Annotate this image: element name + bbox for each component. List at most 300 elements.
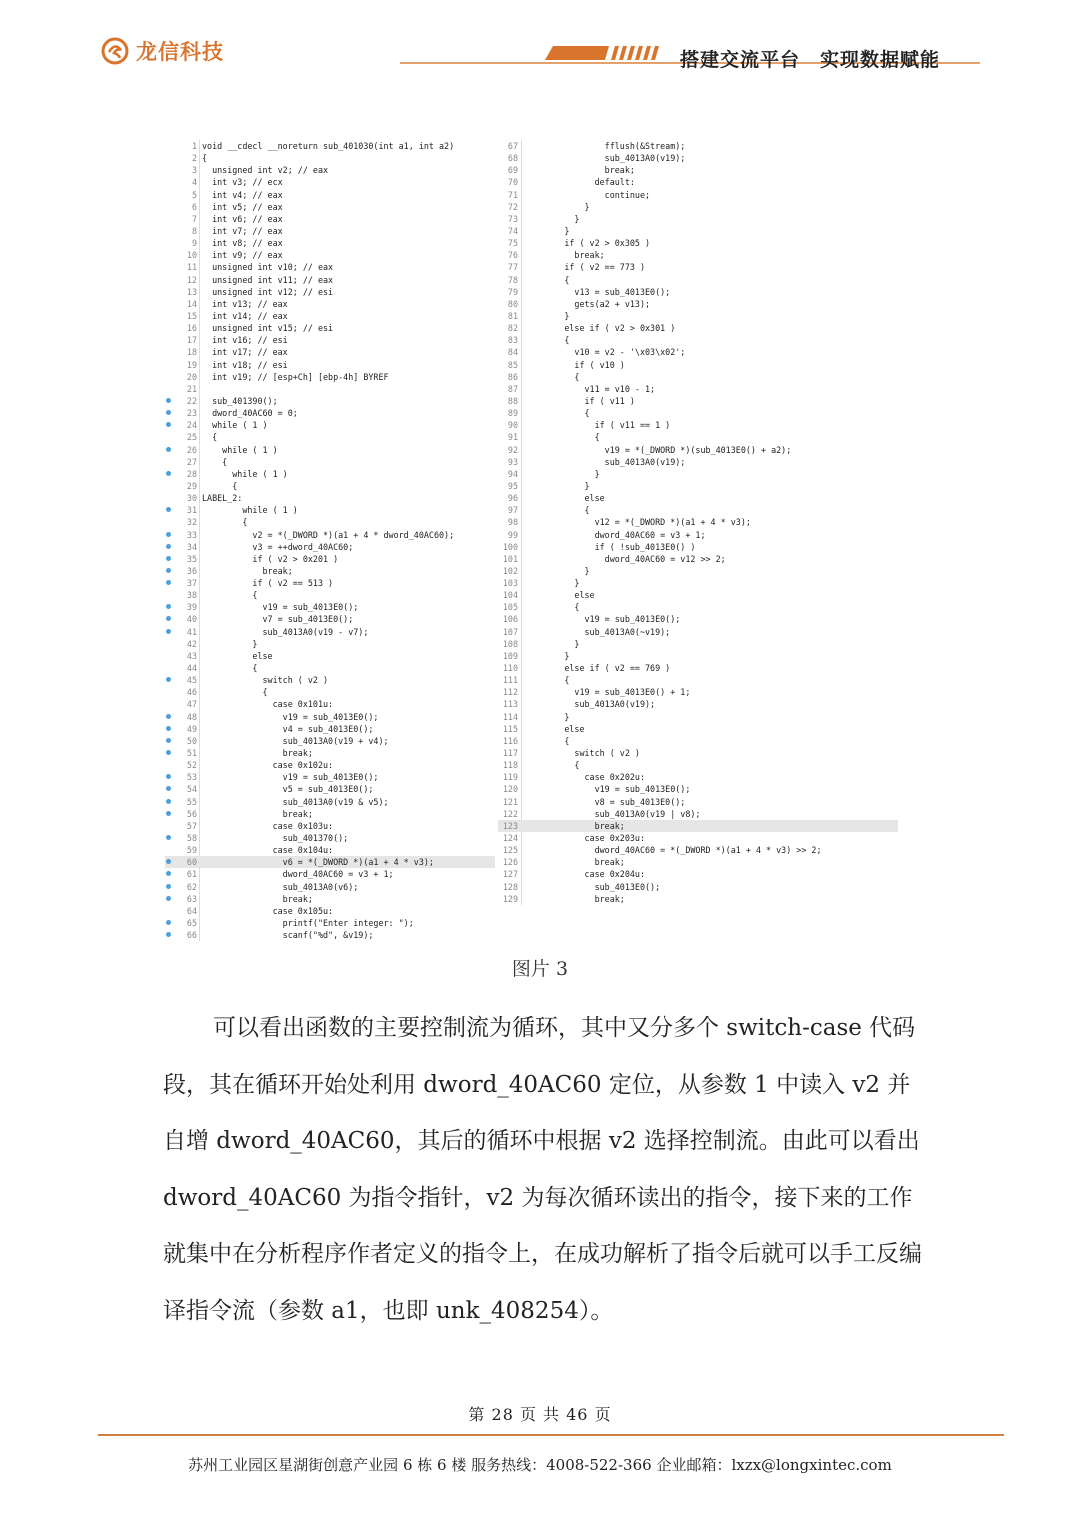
code-line bbox=[165, 371, 495, 383]
code-text: dword_40AC60 = v3 + 1; bbox=[524, 529, 706, 540]
line-number: 67 bbox=[507, 141, 518, 151]
footer-contact: 苏州工业园区星湖街创意产业园 6 栋 6 楼 服务热线：4008-522-366 企业邮箱：lxzx@longxintec.com bbox=[188, 1456, 892, 1474]
breakpoint-dot-icon bbox=[166, 616, 171, 621]
code-text: sub_401370(); bbox=[202, 833, 349, 844]
code-line bbox=[165, 529, 495, 541]
code-line bbox=[498, 468, 898, 480]
code-line bbox=[498, 286, 898, 298]
line-number: 84 bbox=[507, 347, 518, 358]
code-text: default: bbox=[524, 177, 635, 188]
line-number: 106 bbox=[502, 614, 518, 625]
line-number: 36 bbox=[186, 565, 197, 576]
code-text: sub_4013A0(v19 | v8); bbox=[524, 808, 701, 819]
breakpoint-dot-icon bbox=[166, 556, 171, 561]
breakpoint-dot-icon bbox=[166, 738, 171, 743]
code-text: break; bbox=[202, 565, 293, 576]
line-number: 59 bbox=[186, 845, 197, 856]
code-line bbox=[498, 638, 898, 650]
line-number: 73 bbox=[507, 213, 518, 224]
code-text: while ( 1 ) bbox=[202, 468, 288, 479]
line-number: 115 bbox=[502, 723, 518, 734]
line-number: 81 bbox=[507, 310, 518, 321]
code-line bbox=[165, 686, 495, 698]
code-line bbox=[498, 164, 898, 176]
code-text: switch ( v2 ) bbox=[524, 748, 640, 759]
code-line bbox=[165, 796, 495, 808]
line-number: 21 bbox=[186, 383, 197, 394]
code-line bbox=[498, 577, 898, 589]
code-text: sub_4013A0(v19 & v5); bbox=[202, 796, 389, 807]
line-number: 69 bbox=[507, 165, 518, 176]
line-number: 23 bbox=[186, 408, 197, 419]
line-number: 123 bbox=[502, 820, 518, 831]
code-line bbox=[498, 844, 898, 856]
code-line bbox=[165, 322, 495, 334]
code-line bbox=[165, 662, 495, 674]
breakpoint-dot-icon bbox=[166, 629, 171, 634]
code-text: } bbox=[524, 310, 570, 321]
code-line bbox=[498, 832, 898, 844]
code-text: { bbox=[524, 735, 570, 746]
breakpoint-dot-icon bbox=[166, 507, 171, 512]
header-slogan bbox=[680, 45, 940, 72]
code-line bbox=[165, 541, 495, 553]
code-text: { bbox=[524, 505, 590, 516]
line-number: 20 bbox=[186, 371, 197, 382]
code-line bbox=[498, 480, 898, 492]
line-number: 93 bbox=[507, 456, 518, 467]
code-line bbox=[498, 613, 898, 625]
line-number: 58 bbox=[186, 833, 197, 844]
code-text: sub_4013A0(v19 - v7); bbox=[202, 626, 369, 637]
code-text: v5 = sub_4013E0(); bbox=[202, 784, 374, 795]
code-text: if ( v10 ) bbox=[524, 359, 625, 370]
line-number: 6 bbox=[191, 201, 197, 212]
line-number: 88 bbox=[507, 395, 518, 406]
footer-divider bbox=[98, 1434, 1004, 1436]
line-number: 80 bbox=[507, 298, 518, 309]
company-logo bbox=[100, 36, 224, 66]
line-number: 94 bbox=[507, 468, 518, 479]
code-line bbox=[165, 820, 495, 832]
code-line bbox=[498, 893, 898, 905]
code-line bbox=[498, 868, 898, 880]
code-text: int v19; // [esp+Ch] [ebp-4h] BYREF bbox=[202, 371, 389, 382]
line-number: 124 bbox=[502, 833, 518, 844]
line-number: 70 bbox=[507, 177, 518, 188]
line-number: 61 bbox=[186, 869, 197, 880]
code-text: break; bbox=[524, 165, 635, 176]
line-number: 76 bbox=[507, 250, 518, 261]
code-text: if ( v2 == 513 ) bbox=[202, 578, 334, 589]
line-number: 126 bbox=[502, 857, 518, 868]
breakpoint-dot-icon bbox=[166, 544, 171, 549]
code-text: { bbox=[202, 687, 268, 698]
line-number: 54 bbox=[186, 784, 197, 795]
code-line bbox=[498, 747, 898, 759]
code-text: sub_4013A0(v19 + v4); bbox=[202, 735, 389, 746]
line-number: 55 bbox=[186, 796, 197, 807]
code-line bbox=[165, 893, 495, 905]
code-line bbox=[165, 771, 495, 783]
code-line bbox=[498, 504, 898, 516]
code-text: switch ( v2 ) bbox=[202, 675, 329, 686]
line-number: 5 bbox=[191, 189, 197, 200]
code-text: case 0x203u: bbox=[524, 833, 646, 844]
code-line bbox=[498, 626, 898, 638]
code-text: if ( v2 > 0x201 ) bbox=[202, 553, 339, 564]
code-text: { bbox=[202, 517, 248, 528]
code-line bbox=[498, 371, 898, 383]
code-text: dword_40AC60 = *(_DWORD *)(a1 + 4 * v3) >> 2; bbox=[524, 845, 822, 856]
breakpoint-dot-icon bbox=[166, 568, 171, 573]
code-text: int v13; // eax bbox=[202, 298, 288, 309]
line-number: 39 bbox=[186, 602, 197, 613]
line-number: 32 bbox=[186, 517, 197, 528]
line-number: 101 bbox=[502, 553, 518, 564]
line-number: 45 bbox=[186, 675, 197, 686]
breakpoint-dot-icon bbox=[166, 750, 171, 755]
breakpoint-dot-icon bbox=[166, 471, 171, 476]
line-number: 56 bbox=[186, 808, 197, 819]
code-line bbox=[165, 444, 495, 456]
code-line bbox=[498, 601, 898, 613]
line-number: 9 bbox=[191, 238, 197, 249]
code-text: v10 = v2 - '\x03\x02'; bbox=[524, 347, 686, 358]
page-header bbox=[0, 0, 1080, 90]
code-line bbox=[165, 674, 495, 686]
code-line bbox=[498, 565, 898, 577]
dragon-logo-icon bbox=[100, 36, 130, 66]
code-text: } bbox=[524, 578, 580, 589]
code-line bbox=[498, 189, 898, 201]
line-number: 90 bbox=[507, 420, 518, 431]
line-number: 40 bbox=[186, 614, 197, 625]
code-line bbox=[498, 759, 898, 771]
line-number: 95 bbox=[507, 480, 518, 491]
breakpoint-dot-icon bbox=[166, 422, 171, 427]
code-text: while ( 1 ) bbox=[202, 444, 278, 455]
code-line bbox=[498, 140, 898, 152]
line-number: 16 bbox=[186, 323, 197, 334]
breakpoint-dot-icon bbox=[166, 398, 171, 403]
code-line bbox=[165, 431, 495, 443]
line-number: 72 bbox=[507, 201, 518, 212]
code-text: if ( v2 == 773 ) bbox=[524, 262, 646, 273]
code-line bbox=[498, 201, 898, 213]
line-number: 17 bbox=[186, 335, 197, 346]
code-line bbox=[498, 274, 898, 286]
breakpoint-dot-icon bbox=[166, 811, 171, 816]
code-text: else bbox=[524, 590, 595, 601]
breakpoint-dot-icon bbox=[166, 835, 171, 840]
line-number: 122 bbox=[502, 808, 518, 819]
code-text: v19 = sub_4013E0(); bbox=[524, 784, 691, 795]
breakpoint-dot-icon bbox=[166, 871, 171, 876]
code-line bbox=[498, 492, 898, 504]
line-number: 13 bbox=[186, 286, 197, 297]
code-text: { bbox=[524, 408, 590, 419]
code-line bbox=[498, 431, 898, 443]
line-number: 1 bbox=[191, 141, 197, 151]
code-text: int v7; // eax bbox=[202, 225, 283, 236]
code-line bbox=[165, 929, 495, 941]
code-text: case 0x204u: bbox=[524, 869, 646, 880]
code-text: } bbox=[524, 225, 570, 236]
code-text: { bbox=[524, 760, 580, 771]
breakpoint-dot-icon bbox=[166, 410, 171, 415]
code-text: int v4; // eax bbox=[202, 189, 283, 200]
code-text: int v6; // eax bbox=[202, 213, 283, 224]
code-text: break; bbox=[524, 893, 625, 904]
line-number: 24 bbox=[186, 420, 197, 431]
line-number: 53 bbox=[186, 772, 197, 783]
code-text: if ( !sub_4013E0() ) bbox=[524, 541, 696, 552]
code-text: gets(a2 + v13); bbox=[524, 298, 651, 309]
code-line bbox=[498, 541, 898, 553]
line-number: 104 bbox=[502, 590, 518, 601]
code-line bbox=[165, 456, 495, 468]
breakpoint-dot-icon bbox=[166, 580, 171, 585]
code-line bbox=[165, 249, 495, 261]
line-number: 29 bbox=[186, 480, 197, 491]
code-text: v2 = *(_DWORD *)(a1 + 4 * dword_40AC60); bbox=[202, 529, 455, 540]
code-screenshot-right bbox=[498, 140, 898, 905]
code-line bbox=[165, 577, 495, 589]
code-line bbox=[498, 176, 898, 188]
code-line bbox=[165, 723, 495, 735]
code-text: else if ( v2 == 769 ) bbox=[524, 663, 671, 674]
line-number: 49 bbox=[186, 723, 197, 734]
company-name: 龙信科技 bbox=[136, 40, 224, 64]
code-text: printf("Enter integer: "); bbox=[202, 918, 414, 928]
code-line bbox=[165, 868, 495, 880]
breakpoint-dot-icon bbox=[166, 677, 171, 682]
code-line bbox=[165, 735, 495, 747]
code-text: sub_4013A0(v19); bbox=[524, 153, 686, 164]
code-line bbox=[498, 359, 898, 371]
breakpoint-dot-icon bbox=[166, 726, 171, 731]
line-number: 117 bbox=[502, 748, 518, 759]
code-line bbox=[498, 516, 898, 528]
code-line bbox=[165, 917, 495, 929]
code-text: v4 = sub_4013E0(); bbox=[202, 723, 374, 734]
code-line bbox=[165, 407, 495, 419]
code-line bbox=[498, 407, 898, 419]
code-line bbox=[498, 662, 898, 674]
code-line bbox=[165, 808, 495, 820]
code-line bbox=[498, 383, 898, 395]
code-line bbox=[498, 783, 898, 795]
code-text: v19 = sub_4013E0(); bbox=[202, 711, 379, 722]
code-line bbox=[165, 419, 495, 431]
code-text: break; bbox=[202, 748, 313, 759]
code-line bbox=[165, 565, 495, 577]
breakpoint-dot-icon bbox=[166, 786, 171, 791]
code-text: { bbox=[524, 602, 580, 613]
line-number: 66 bbox=[186, 930, 197, 941]
line-number: 91 bbox=[507, 432, 518, 443]
code-line bbox=[165, 274, 495, 286]
line-number: 42 bbox=[186, 638, 197, 649]
code-line bbox=[498, 456, 898, 468]
line-number: 18 bbox=[186, 347, 197, 358]
line-number: 43 bbox=[186, 650, 197, 661]
code-line bbox=[498, 650, 898, 662]
code-text: { bbox=[524, 675, 570, 686]
line-number: 102 bbox=[502, 565, 518, 576]
line-number: 64 bbox=[186, 905, 197, 916]
slogan-left: 搭建交流平台 bbox=[680, 49, 801, 71]
code-text: sub_401390(); bbox=[202, 395, 278, 406]
code-text: scanf("%d", &v19); bbox=[202, 930, 374, 941]
breakpoint-dot-icon bbox=[166, 884, 171, 889]
line-number: 83 bbox=[507, 335, 518, 346]
code-text: while ( 1 ) bbox=[202, 420, 268, 431]
line-number: 78 bbox=[507, 274, 518, 285]
code-text: int v8; // eax bbox=[202, 238, 283, 249]
code-text: fflush(&Stream); bbox=[524, 141, 686, 151]
code-line bbox=[498, 686, 898, 698]
line-number: 89 bbox=[507, 408, 518, 419]
line-number: 110 bbox=[502, 663, 518, 674]
line-number: 85 bbox=[507, 359, 518, 370]
code-text: sub_4013A0(v19); bbox=[524, 456, 686, 467]
page-number: 第 28 页 共 46 页 bbox=[468, 1405, 612, 1424]
code-text: { bbox=[524, 274, 570, 285]
code-text: } bbox=[524, 565, 590, 576]
code-text: else if ( v2 > 0x301 ) bbox=[524, 323, 676, 334]
code-line bbox=[165, 261, 495, 273]
code-line bbox=[165, 553, 495, 565]
code-line bbox=[165, 504, 495, 516]
code-screenshot-left bbox=[165, 140, 495, 941]
code-text: v11 = v10 - 1; bbox=[524, 383, 656, 394]
code-line bbox=[165, 613, 495, 625]
code-text: v19 = sub_4013E0() + 1; bbox=[524, 687, 691, 698]
code-line bbox=[165, 492, 495, 504]
code-line bbox=[165, 516, 495, 528]
code-text: if ( v2 > 0x305 ) bbox=[524, 238, 651, 249]
line-number: 111 bbox=[502, 675, 518, 686]
code-line bbox=[165, 383, 495, 395]
code-text: case 0x102u: bbox=[202, 760, 334, 771]
code-text: v19 = sub_4013E0(); bbox=[202, 602, 359, 613]
code-text: unsigned int v15; // esi bbox=[202, 323, 334, 334]
line-number: 60 bbox=[186, 857, 197, 868]
code-line bbox=[498, 334, 898, 346]
code-line bbox=[165, 189, 495, 201]
code-line bbox=[498, 553, 898, 565]
line-number: 107 bbox=[502, 626, 518, 637]
code-line bbox=[498, 237, 898, 249]
code-text: } bbox=[524, 213, 580, 224]
code-text: break; bbox=[524, 857, 625, 868]
code-text: LABEL_2: bbox=[202, 493, 243, 504]
code-text: void __cdecl __noreturn sub_401030(int a1, int a2) bbox=[202, 141, 455, 151]
line-number: 114 bbox=[502, 711, 518, 722]
code-text: case 0x101u: bbox=[202, 699, 334, 710]
line-number: 119 bbox=[502, 772, 518, 783]
code-text: { bbox=[202, 663, 258, 674]
code-text: v12 = *(_DWORD *)(a1 + 4 * v3); bbox=[524, 517, 751, 528]
code-text: else bbox=[202, 650, 273, 661]
paragraph-text: 可以看出函数的主要控制流为循环，其中又分多个 switch-case 代码段，其在循环开始处利用 dword_40AC60 定位，从参数 1 中读入 v2 并自增 dword_40AC60，其后的循环中根据 v2 选择控制流。由此可以看出 dword_40AC60 为指令指针，v2 为每次循环读出的指令，接下来的工作就集中在分析程序作者定义的指令上，在成功解析了指令后就可以手工反编译指令流（参数 a1，也即 unk_408254）。 bbox=[163, 1015, 922, 1324]
code-text: int v3; // ecx bbox=[202, 177, 283, 188]
code-text: v3 = ++dword_40AC60; bbox=[202, 541, 354, 552]
line-number: 35 bbox=[186, 553, 197, 564]
code-text: dword_40AC60 = 0; bbox=[202, 408, 298, 419]
line-number: 103 bbox=[502, 578, 518, 589]
code-text: { bbox=[202, 153, 208, 164]
line-number: 62 bbox=[186, 881, 197, 892]
code-line bbox=[498, 698, 898, 710]
code-text: v19 = *(_DWORD *)(sub_4013E0() + a2); bbox=[524, 444, 792, 455]
line-number: 112 bbox=[502, 687, 518, 698]
body-paragraph bbox=[163, 1000, 923, 1339]
code-text: } bbox=[524, 650, 570, 661]
line-number: 65 bbox=[186, 918, 197, 928]
code-text: { bbox=[202, 480, 238, 491]
code-line bbox=[165, 626, 495, 638]
line-number: 109 bbox=[502, 650, 518, 661]
code-text: int v16; // esi bbox=[202, 335, 288, 346]
code-line bbox=[165, 480, 495, 492]
line-number: 116 bbox=[502, 735, 518, 746]
code-line bbox=[165, 201, 495, 213]
code-text: else bbox=[524, 493, 605, 504]
line-number: 33 bbox=[186, 529, 197, 540]
code-line bbox=[165, 589, 495, 601]
code-text: continue; bbox=[524, 189, 651, 200]
code-line bbox=[498, 322, 898, 334]
code-text: { bbox=[524, 335, 570, 346]
line-number: 48 bbox=[186, 711, 197, 722]
line-number: 63 bbox=[186, 893, 197, 904]
line-number: 108 bbox=[502, 638, 518, 649]
code-text: sub_4013E0(); bbox=[524, 881, 661, 892]
code-line bbox=[498, 444, 898, 456]
code-text: v8 = sub_4013E0(); bbox=[524, 796, 686, 807]
code-text: { bbox=[524, 432, 600, 443]
code-text: unsigned int v11; // eax bbox=[202, 274, 334, 285]
code-line bbox=[165, 176, 495, 188]
code-text: } bbox=[202, 638, 258, 649]
line-number: 34 bbox=[186, 541, 197, 552]
code-line bbox=[498, 213, 898, 225]
code-line bbox=[498, 711, 898, 723]
line-number: 8 bbox=[191, 225, 197, 236]
line-number: 37 bbox=[186, 578, 197, 589]
code-text: { bbox=[202, 456, 228, 467]
line-number: 2 bbox=[191, 153, 197, 164]
code-text: if ( v11 == 1 ) bbox=[524, 420, 671, 431]
code-line bbox=[165, 881, 495, 893]
code-line bbox=[498, 856, 898, 868]
code-line bbox=[165, 905, 495, 917]
line-number: 41 bbox=[186, 626, 197, 637]
code-line bbox=[165, 334, 495, 346]
line-number: 3 bbox=[191, 165, 197, 176]
code-text: unsigned int v12; // esi bbox=[202, 286, 334, 297]
code-text: sub_4013A0(v6); bbox=[202, 881, 359, 892]
line-number: 87 bbox=[507, 383, 518, 394]
line-number: 51 bbox=[186, 748, 197, 759]
line-number: 50 bbox=[186, 735, 197, 746]
code-text: { bbox=[202, 590, 258, 601]
code-text: unsigned int v2; // eax bbox=[202, 165, 329, 176]
code-text: case 0x202u: bbox=[524, 772, 646, 783]
